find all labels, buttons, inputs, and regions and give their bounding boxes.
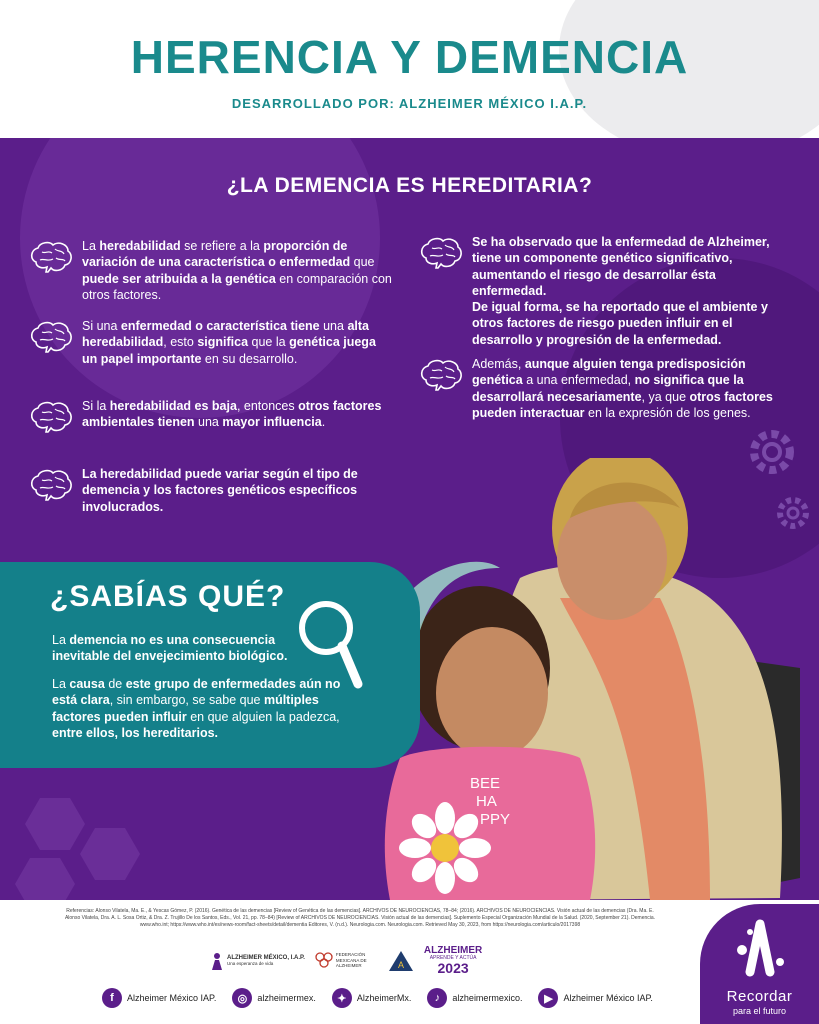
partner-logos [210,946,482,975]
info-item [418,234,788,348]
item-text: La heredabilidad puede variar según el tipo de demencia y los factores genéticos específicos involucrados. [82,467,358,514]
alzheimer-mexico-logo: ALZHEIMER MÉXICO, I.A.P. Una esperanza de vida [210,952,305,970]
header [0,0,819,138]
recordar-subtitle: para el futuro [732,1006,787,1016]
brain-icon [418,356,464,396]
facebook-icon: f [102,988,122,1008]
footer [0,900,819,1024]
info-item [28,318,388,367]
federacion-logo: FEDERACIÓN MEXICANA DE ALZHEIMER [315,952,378,968]
did-you-know-title: ¿SABÍAS QUÉ? [50,580,286,613]
did-you-know-text-1: La demencia no es una consecuencia inevitable del envejecimiento biológico. [52,633,288,664]
item-text: Si una enfermedad o característica tiene una alta heredabilidad, esto significa que la genética juega un papel importante en su desarrollo. [82,319,376,366]
social-links [102,988,653,1008]
tiktok-icon: ♪ [427,988,447,1008]
shirt-text: BEE [470,775,501,792]
info-item [418,356,788,421]
social-youtube[interactable]: ▶ Alzheimer México IAP. [538,988,652,1008]
twitter-icon: ✦ [332,988,352,1008]
brain-icon [28,238,74,278]
page-title: HERENCIA Y DEMENCIA [130,31,689,83]
did-you-know-text-2: La causa de este grupo de enfermedades aún no está clara, sin embargo, se sabe que múltiples factores pueden influir en que alguien la padezca, entre ellos, los hereditarios. [52,677,341,740]
item-text: Si la heredabilidad es baja, entonces otros factores ambientales tienen una mayor influencia. [82,399,382,430]
youtube-icon: ▶ [538,988,558,1008]
section-question: ¿LA DEMENCIA ES HEREDITARIA? [226,174,593,197]
brain-icon [418,234,464,274]
hexagon-decoration [0,788,200,900]
shirt-text: PPY [480,811,511,828]
recordar-logo-icon [728,914,792,978]
svg-text:A: A [397,959,404,970]
social-instagram[interactable]: ◎ alzheimermex. [232,988,316,1008]
info-item [28,238,398,303]
item-text: Además, aunque alguien tenga predisposición genética a una enfermedad, no significa que la desarrollará necesariamente, ya que otros factores pueden interactuar en la expresión de los genes. [472,357,773,420]
social-tiktok[interactable]: ♪ alzheimermexico. [427,988,522,1008]
brain-icon [28,398,74,438]
social-twitter[interactable]: ✦ AlzheimerMx. [332,988,412,1008]
person-icon [210,952,224,970]
flower-icon [315,952,333,968]
item-text: La heredabilidad se refiere a la proporción de variación de una característica o enfermedad que puede ser atribuida a la genética en comparación con otros factores. [82,239,392,302]
instagram-icon: ◎ [232,988,252,1008]
shirt-text: HA [476,793,497,810]
main-section [0,138,819,900]
references: Referencias: Alonso Vilatela, Ma. E., & Yescas Gómez, P. (2016). Genética de las demencias [Review of Genética de las demencias]. ARCHIVOS DE NEUROCIENCIAS, 78–84; (2016). ARCHIVOS DE NEUROCIENCIAS. Visión actual de las demencias (Dra. Ma. E. Alonso Vilatela, Dra. A. L. Sosa Ortiz, & Dra. Z. Trujillo De los Santos, Eds., Vol. 21, pp. 78–84) [Review of ARCHIVOS DE NEUROCIENCIAS. Visión actual de las demencias]. Suplemento Especial Organización Mundial de la Salud. (2020, September 21). Demencia. www.who.int; https://www.who.int/es/news-room/fact-sheets/detail/dementia Editores, V. (n.d.). Neurologia.com. Neurologia.com. Retrieved May 30, 2023, from https://neurologia.com/articulo/2017398 [64,908,656,928]
item-text: Se ha observado que la enfermedad de Alzheimer, tiene un componente genético significativo, aumentando el riesgo de desarrollar ésta enfermedad. De igual forma, se ha reportado que el ambiente y otros factores de riesgo pueden influir en el desarrollo y progresión de la enfermedad. [472,235,770,347]
brain-icon [28,318,74,358]
info-item [28,398,388,438]
social-facebook[interactable]: f Alzheimer México IAP. [102,988,216,1008]
alzheimer-aprende-logo: ALZHEIMER APRENDE Y ACTÚA 2023 [423,945,483,976]
recordar-title: Recordar [726,988,793,1005]
triangle-logo-icon [388,950,414,972]
brain-icon [28,466,74,506]
page-subtitle: DESARROLLADO POR: ALZHEIMER MÉXICO I.A.P. [231,96,588,111]
